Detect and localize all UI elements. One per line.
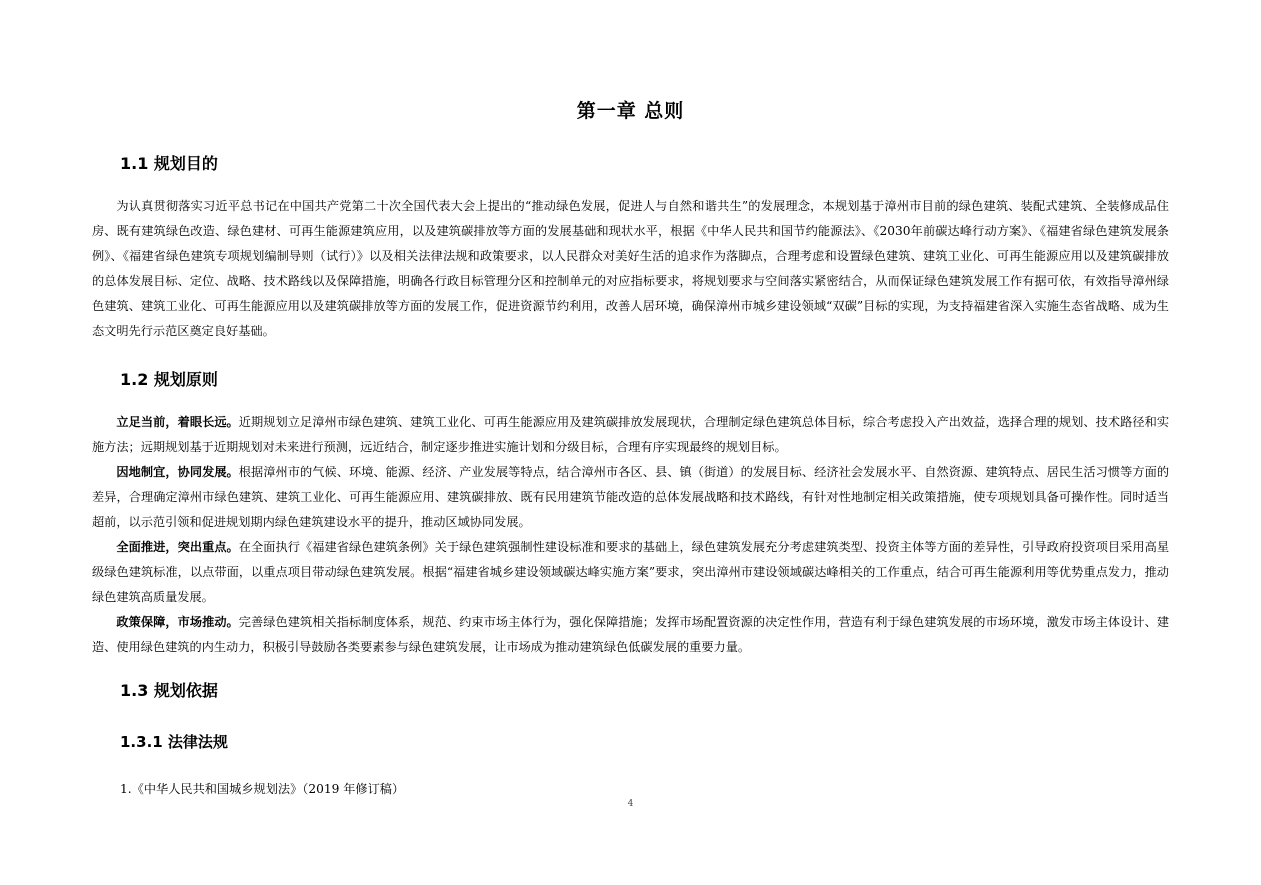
section-heading-1-3: 1.3 规划依据 [120, 681, 218, 700]
principle-paragraph-1 [92, 410, 1169, 460]
chapter-title: 第一章 总则 [576, 100, 685, 122]
page-number: 4 [627, 799, 634, 809]
principle-lead-2: 因地制宜，协同发展。 [116, 465, 239, 479]
principle-paragraph-2 [92, 460, 1169, 535]
subsection-heading-1-3-1: 1.3.1 法律法规 [120, 733, 228, 751]
section-heading-1-1: 1.1 规划目的 [120, 154, 218, 173]
principle-lead-4: 政策保障，市场推动。 [116, 615, 239, 629]
principle-text-3: 在全面执行《福建省绿色建筑条例》关于绿色建筑强制性建设标准和要求的基础上，绿色建筑发展充分考虑建筑类型、投资主体等方面的差异性，引导政府投资项目采用高星级绿色建筑标准，以点带面，以重点项目带动绿色建筑发展。根据“福建省城乡建设领域碳达峰实施方案”要求，突出漳州市建设领域碳达峰相关的工作重点，结合可再生能源利用等优势重点发力，推动绿色建筑高质量发展。 [92, 540, 1170, 604]
section-1-1-paragraph: 为认真贯彻落实习近平总书记在中国共产党第二十次全国代表大会上提出的“推动绿色发展，促进人与自然和谐共生”的发展理念，本规划基于漳州市目前的绿色建筑、装配式建筑、全装修成品住房、既有建筑绿色改造、绿色建材、可再生能源建筑应用，以及建筑碳排放等方面的发展基础和现状水平，根据《中华人民共和国节约能源法》、《2030年前碳达峰行动方案》、《福建省绿色建筑发展条例》、《福建省绿色建筑专项规划编制导则（试行）》以及相关法律法规和政策要求，以人民群众对美好生活的追求作为落脚点，合理考虑和设置绿色建筑、建筑工业化、可再生能源应用以及建筑碳排放的总体发展目标、定位、战略、技术路线以及保障措施，明确各行政目标管理分区和控制单元的对应指标要求，将规划要求与空间落实紧密结合，从而保证绿色建筑发展工作有据可依，有效指导漳州绿色建筑、建筑工业化、可再生能源应用以及建筑碳排放等方面的发展工作，促进资源节约利用，改善人居环境，确保漳州市城乡建设领域“双碳”目标的实现，为支持福建省深入实施生态省战略、成为生态文明先行示范区奠定良好基础。 [92, 199, 1169, 338]
principle-paragraph-3 [92, 535, 1169, 610]
section-heading-1-2: 1.2 规划原则 [120, 370, 218, 389]
principle-text-1: 近期规划立足漳州市绿色建筑、建筑工业化、可再生能源应用及建筑碳排放发展现状，合理制定绿色建筑总体目标，综合考虑投入产出效益，选择合理的规划、技术路径和实施方法；远期规划基于近期规划对未来进行预测，远近结合，制定逐步推进实施计划和分级目标，合理有序实现最终的规划目标。 [92, 415, 1170, 454]
principle-lead-1: 立足当前，着眼长远。 [116, 415, 239, 429]
law-list-item: 1.《中华人民共和国城乡规划法》（2019 年修订稿） [120, 782, 405, 796]
principle-text-4: 完善绿色建筑相关指标制度体系，规范、约束市场主体行为，强化保障措施；发挥市场配置资源的决定性作用，营造有利于绿色建筑发展的市场环境，激发市场主体设计、建造、使用绿色建筑的内生动力，积极引导鼓励各类要素参与绿色建筑发展，让市场成为推动建筑绿色低碳发展的重要力量。 [92, 615, 1170, 654]
principle-lead-3: 全面推进，突出重点。 [116, 540, 239, 554]
principle-paragraph-4 [92, 610, 1169, 660]
principle-text-2: 根据漳州市的气候、环境、能源、经济、产业发展等特点，结合漳州市各区、县、镇（街道）的发展目标、经济社会发展水平、自然资源、建筑特点、居民生活习惯等方面的差异，合理确定漳州市绿色建筑、建筑工业化、可再生能源应用、建筑碳排放、既有民用建筑节能改造的总体发展战略和技术路线，有针对性地制定相关政策措施，使专项规划具备可操作性。同时适当超前，以示范引领和促进规划期内绿色建筑建设水平的提升，推动区域协同发展。 [92, 465, 1170, 529]
